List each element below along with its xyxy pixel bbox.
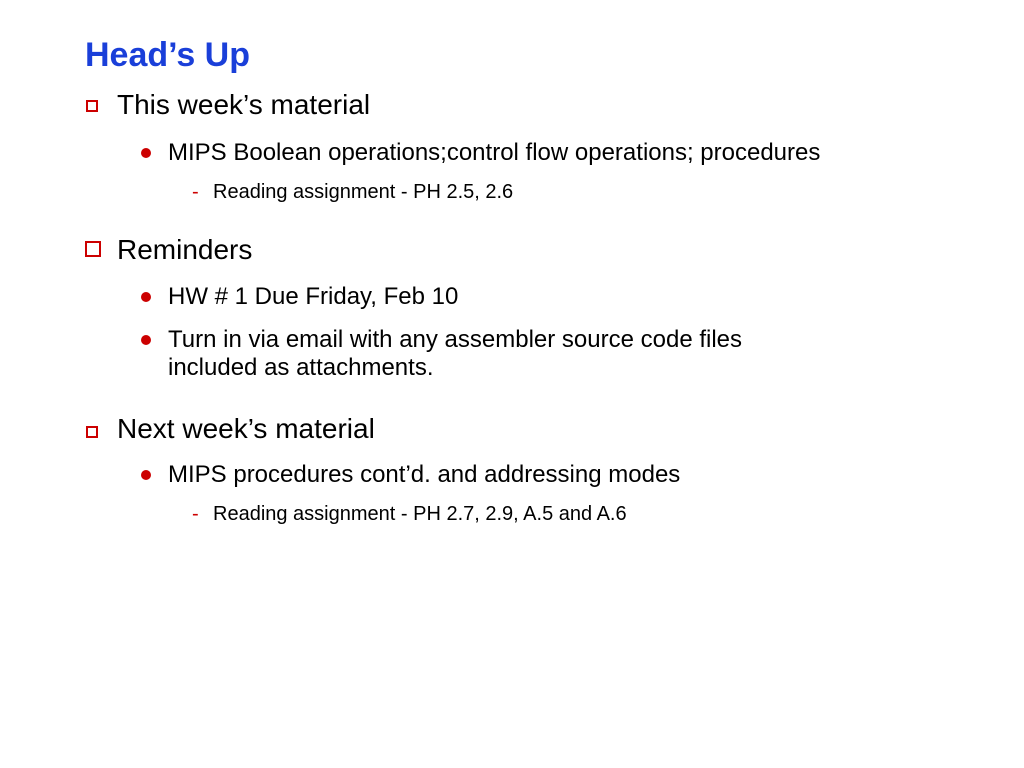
round-bullet-icon [141,335,151,345]
bullet-item: HW # 1 Due Friday, Feb 10 [168,283,459,310]
round-bullet-icon [141,148,151,158]
sub-bullet-item: Reading assignment - PH 2.7, 2.9, A.5 and A.6 [213,503,627,525]
slide-title: Head’s Up [85,36,251,74]
round-bullet-icon [141,470,151,480]
square-bullet-icon [86,426,98,438]
dash-bullet-icon: - [192,503,199,525]
square-bullet-icon [85,241,101,257]
bullet-item: MIPS procedures cont’d. and addressing modes [168,461,681,488]
dash-bullet-icon: - [192,181,199,203]
section-heading-reminders: Reminders [117,234,253,265]
bullet-item-line: Turn in via email with any assembler source code files [168,326,743,353]
bullet-item: MIPS Boolean operations;control flow operations; procedures [168,139,821,166]
square-bullet-icon [86,100,98,112]
sub-bullet-item: Reading assignment - PH 2.5, 2.6 [213,181,514,203]
bullet-item-line: included as attachments. [168,354,434,381]
round-bullet-icon [141,292,151,302]
section-heading-next-week: Next week’s material [117,413,375,444]
section-heading-this-week: This week’s material [117,89,371,120]
